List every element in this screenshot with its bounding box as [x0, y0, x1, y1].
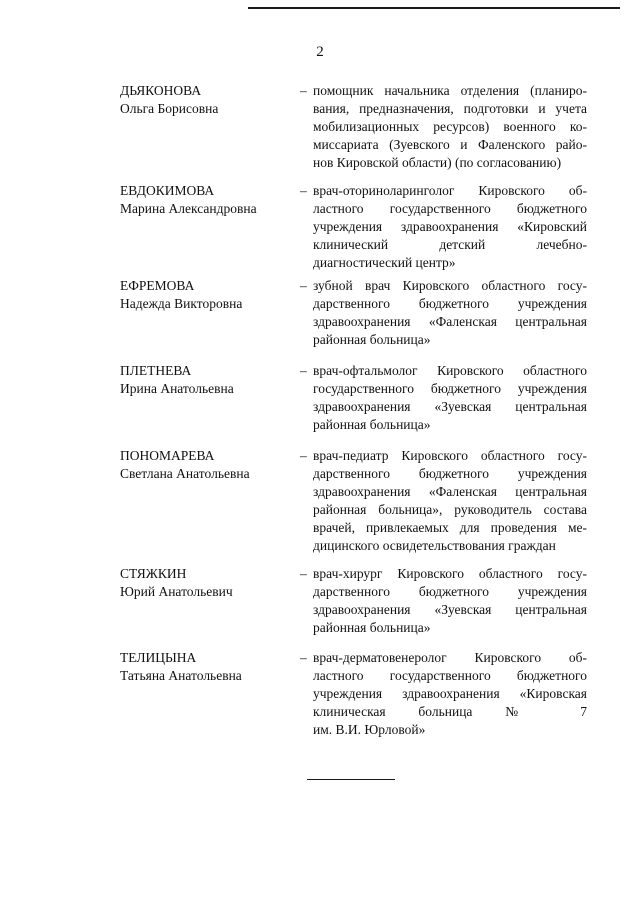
member-role	[313, 182, 587, 272]
entry-dash: –	[300, 363, 307, 378]
role-line: миссариата (Зуевского и Фаленского райо-	[313, 137, 587, 152]
role-line: нов Кировской области) (по согласованию)	[313, 155, 562, 170]
role-line: районная больница»	[313, 417, 431, 432]
role-line: здравоохранения «Зуевская центральная	[313, 399, 587, 414]
role-line: клиническая больница № 7	[313, 704, 587, 719]
top-rule	[248, 7, 620, 9]
member-surname: ЕФРЕМОВА	[120, 278, 195, 293]
role-line: районная больница»	[313, 332, 431, 347]
role-line: врач-оториноларинголог Кировского об-	[313, 183, 587, 198]
role-line: районная больница», руководитель состава	[313, 502, 587, 517]
role-line: врач-хирург Кировского областного госу-	[313, 566, 587, 581]
member-given-names: Ольга Борисовна	[120, 101, 219, 116]
entry-dash: –	[300, 566, 307, 581]
member-given-names: Светлана Анатольевна	[120, 466, 250, 481]
entry-dash: –	[300, 83, 307, 98]
role-line: здравоохранения «Зуевская центральная	[313, 602, 587, 617]
member-role	[313, 82, 587, 172]
role-line: дицинского освидетельствования граждан	[313, 538, 556, 553]
role-line: государственного бюджетного учреждения	[313, 381, 587, 396]
role-line: ластного государственного бюджетного	[313, 201, 587, 216]
role-line: зубной врач Кировского областного госу-	[313, 278, 587, 293]
role-line: диагностический центр»	[313, 255, 456, 270]
member-surname: ДЬЯКОНОВА	[120, 83, 202, 98]
entry-dash: –	[300, 183, 307, 198]
role-line: вания, предназначения, подготовки и учета	[313, 101, 587, 116]
member-role	[313, 565, 587, 637]
role-line: мобилизационных ресурсов) военного ко-	[313, 119, 587, 134]
role-line: дарственного бюджетного учреждения	[313, 466, 587, 481]
member-given-names: Татьяна Анатольевна	[120, 668, 242, 683]
member-surname: ПОНОМАРЕВА	[120, 448, 215, 463]
role-line: врачей, привлекаемых для проведения ме-	[313, 520, 587, 535]
member-surname: ЕВДОКИМОВА	[120, 183, 215, 198]
role-line: помощник начальника отделения (планиро-	[313, 83, 587, 98]
role-line: учреждения здравоохранения «Кировская	[313, 686, 587, 701]
role-line: здравоохранения «Фаленская центральная	[313, 314, 587, 329]
member-given-names: Ирина Анатольевна	[120, 381, 234, 396]
role-line: районная больница»	[313, 620, 431, 635]
member-given-names: Марина Александровна	[120, 201, 257, 216]
role-line: врач-офтальмолог Кировского областного	[313, 363, 587, 378]
role-line: врач-дерматовенеролог Кировского об-	[313, 650, 587, 665]
member-given-names: Надежда Викторовна	[120, 296, 243, 311]
role-line: врач-педиатр Кировского областного госу-	[313, 448, 587, 463]
role-line: дарственного бюджетного учреждения	[313, 584, 587, 599]
member-surname: СТЯЖКИН	[120, 566, 187, 581]
page-number: 2	[316, 44, 324, 60]
member-role	[313, 649, 587, 739]
member-role	[313, 362, 587, 434]
role-line: дарственного бюджетного учреждения	[313, 296, 587, 311]
member-role	[313, 447, 587, 555]
member-given-names: Юрий Анатольевич	[120, 584, 233, 599]
entry-dash: –	[300, 448, 307, 463]
role-line: учреждения здравоохранения «Кировский	[313, 219, 587, 234]
role-line: здравоохранения «Фаленская центральная	[313, 484, 587, 499]
member-role	[313, 277, 587, 349]
closing-rule	[307, 779, 395, 780]
entry-dash: –	[300, 278, 307, 293]
role-line: им. В.И. Юрловой»	[313, 722, 426, 737]
role-line: клинический детский лечебно-	[313, 237, 587, 252]
member-surname: ПЛЕТНЕВА	[120, 363, 192, 378]
entry-dash: –	[300, 650, 307, 665]
member-surname: ТЕЛИЦЫНА	[120, 650, 197, 665]
role-line: ластного государственного бюджетного	[313, 668, 587, 683]
